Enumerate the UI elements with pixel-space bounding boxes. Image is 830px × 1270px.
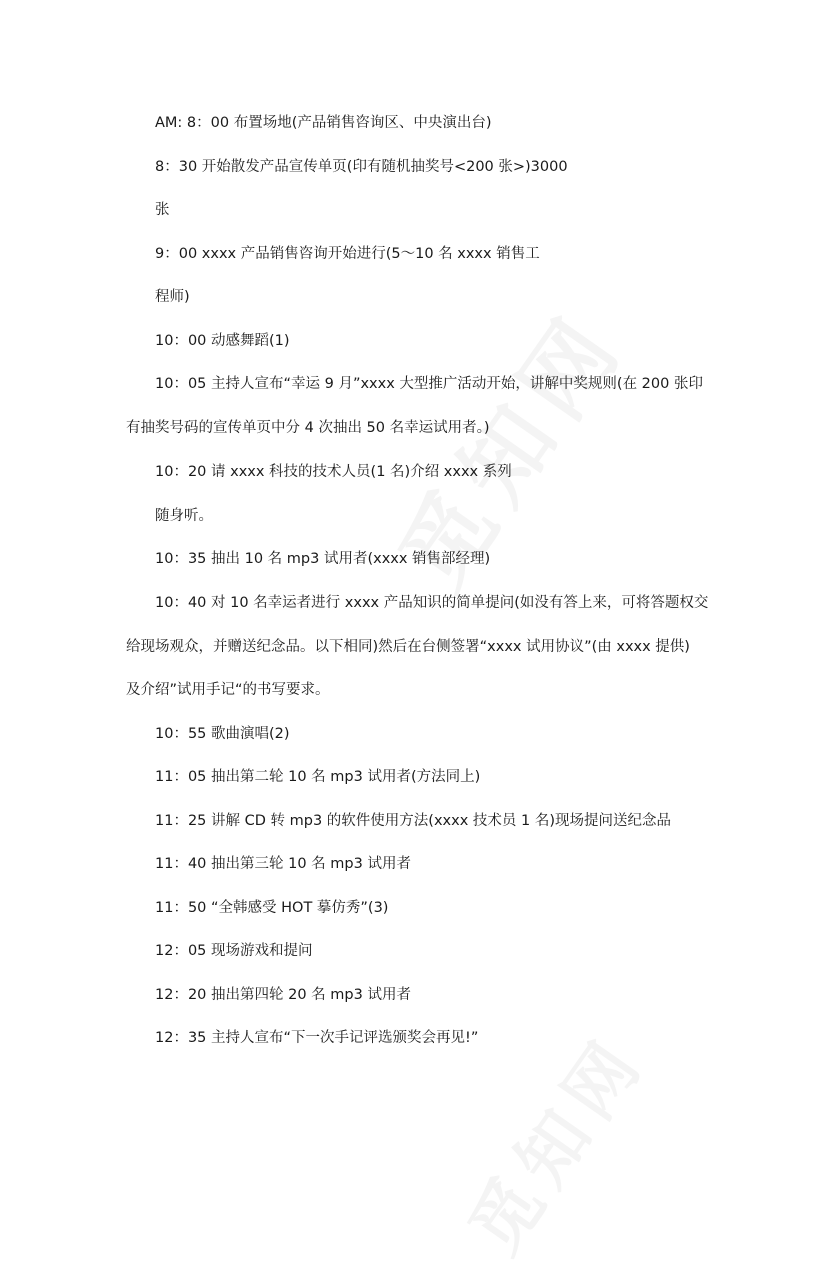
schedule-line-continuation: 及介绍”试用手记“的书写要求。: [126, 682, 330, 698]
schedule-line-continuation: 给现场观众，并赠送纪念品。以下相同)然后在台侧签署“xxxx 试用协议”(由 xxxx 提供): [126, 639, 690, 655]
schedule-line: 10：55 歌曲演唱(2): [155, 726, 290, 742]
schedule-line: 11：40 抽出第三轮 10 名 mp3 试用者: [155, 856, 411, 872]
schedule-line: 10：40 对 10 名幸运者进行 xxxx 产品知识的简单提问(如没有答上来，可将答题权交: [155, 595, 709, 611]
schedule-line: 8：30 开始散发产品宣传单页(印有随机抽奖号<200 张>)3000: [155, 159, 568, 175]
schedule-line-continuation: 有抽奖号码的宣传单页中分 4 次抽出 50 名幸运试用者。): [126, 420, 490, 436]
schedule-line: 10：00 动感舞蹈(1): [155, 333, 290, 349]
schedule-line: 10：20 请 xxxx 科技的技术人员(1 名)介绍 xxxx 系列: [155, 464, 512, 480]
schedule-line: 12：35 主持人宣布“下一次手记评选颁奖会再见!”: [155, 1030, 479, 1046]
schedule-line: 11：25 讲解 CD 转 mp3 的软件使用方法(xxxx 技术员 1 名)现场提问送纪念品: [155, 813, 671, 829]
schedule-line: AM: 8：00 布置场地(产品销售咨询区、中央演出台): [155, 115, 492, 131]
schedule-line-continuation: 张: [155, 202, 170, 218]
schedule-line: 11：05 抽出第二轮 10 名 mp3 试用者(方法同上): [155, 769, 481, 785]
schedule-line: 12：20 抽出第四轮 20 名 mp3 试用者: [155, 987, 411, 1003]
schedule-line-continuation: 程师): [155, 289, 190, 305]
schedule-line: 9：00 xxxx 产品销售咨询开始进行(5～10 名 xxxx 销售工: [155, 246, 540, 262]
schedule-line: 11：50 “全韩感受 HOT 摹仿秀”(3): [155, 900, 389, 916]
schedule-line: 10：05 主持人宣布“幸运 9 月”xxxx 大型推广活动开始，讲解中奖规则(在 200 张印: [155, 376, 703, 392]
schedule-line-continuation: 随身听。: [155, 508, 213, 524]
schedule-line: 10：35 抽出 10 名 mp3 试用者(xxxx 销售部经理): [155, 551, 491, 567]
schedule-line: 12：05 现场游戏和提问: [155, 943, 313, 959]
watermark-bottom: [441, 1011, 665, 1270]
